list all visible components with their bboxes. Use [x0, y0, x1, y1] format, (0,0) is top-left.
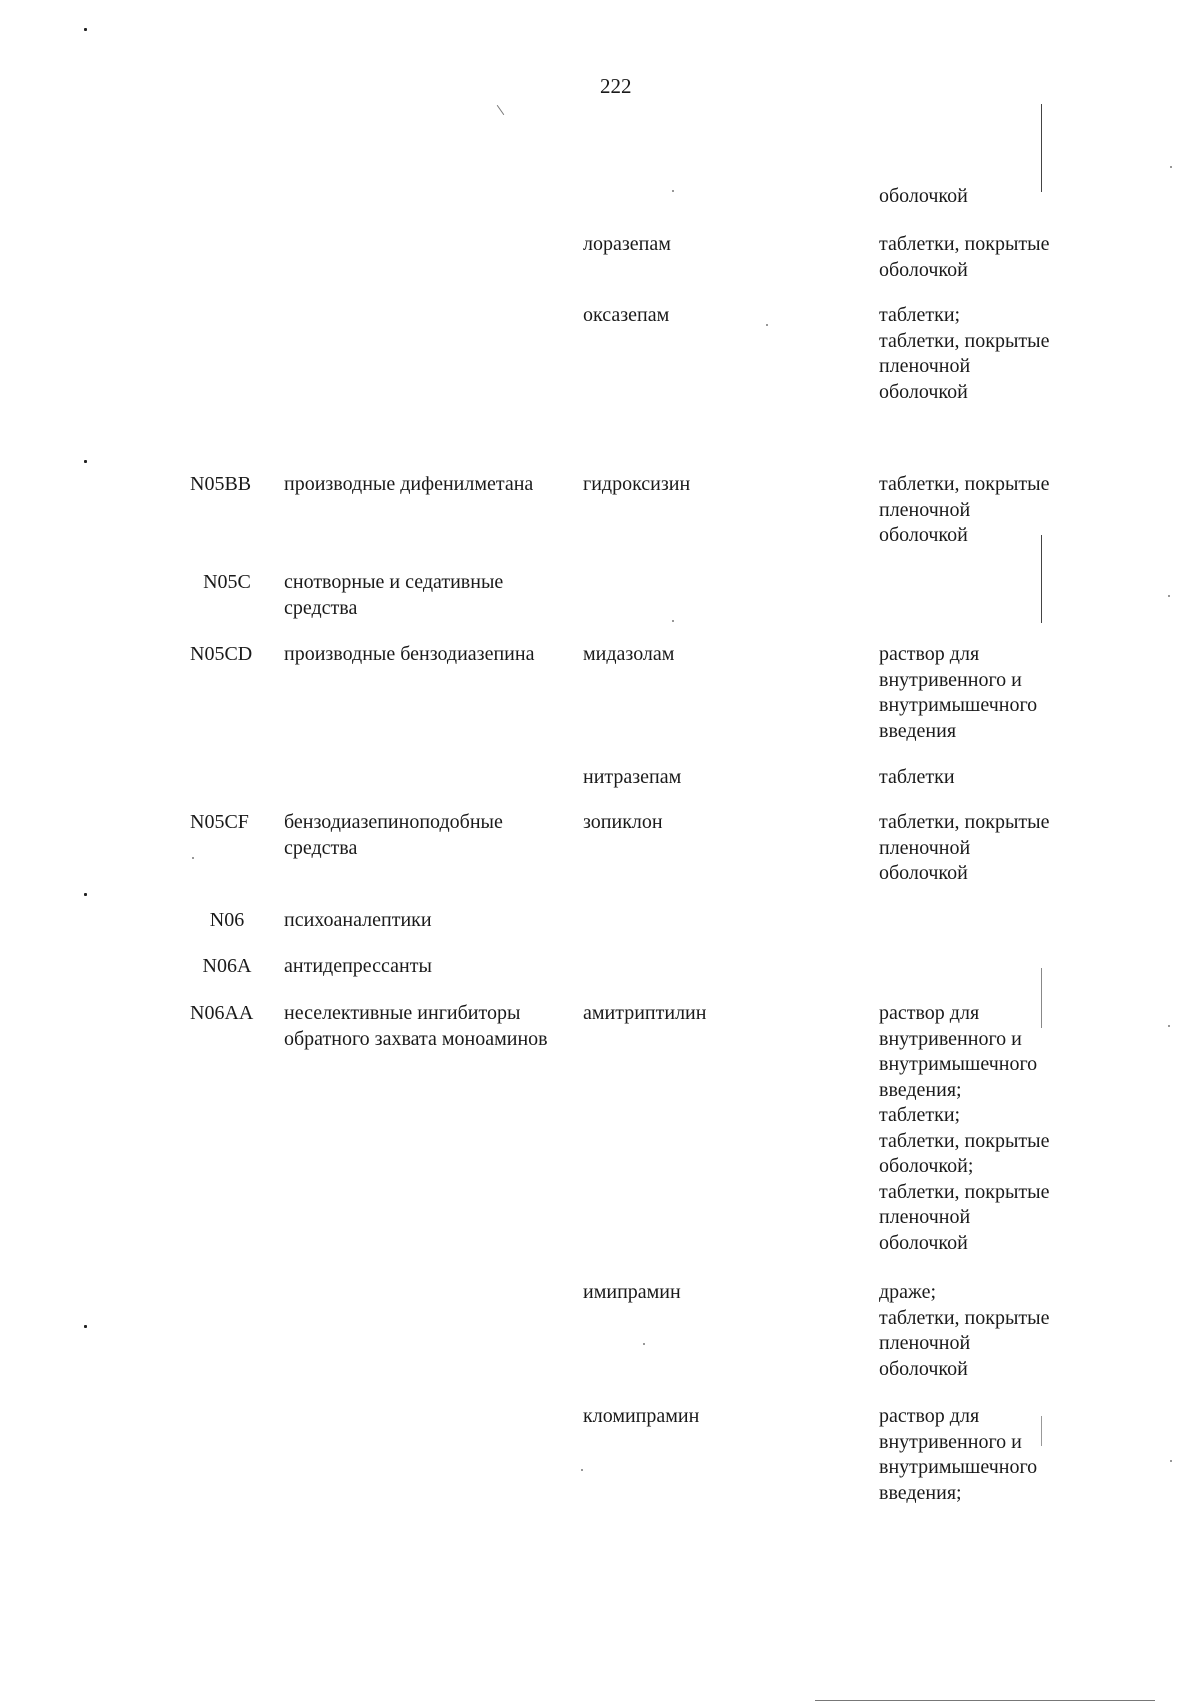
pharmacological-group: неселективные ингибиторы обратного захвата моноаминов: [284, 1002, 548, 1050]
dosage-form: таблетки, покрытые оболочкой: [879, 233, 1050, 281]
scan-speck: [672, 620, 674, 622]
dosage-form: оболочкой: [879, 185, 968, 207]
page-number: 222: [600, 74, 632, 98]
scan-rule-fragment: [1041, 1416, 1042, 1446]
margin-mark: [84, 460, 87, 463]
scan-speck: [1168, 595, 1170, 597]
drug-name: амитриптилин: [583, 1002, 707, 1024]
dosage-form: таблетки, покрытые пленочной оболочкой: [879, 811, 1050, 884]
atc-code: N05C: [203, 571, 251, 593]
pharmacological-group: снотворные и седативные средства: [284, 571, 504, 619]
dosage-form: таблетки, покрытые пленочной оболочкой: [879, 473, 1050, 546]
pharmacological-group: производные бензодиазепина: [284, 643, 535, 665]
dosage-form: раствор для внутривенного и внутримышечного введения: [879, 643, 1038, 742]
dosage-form: драже; таблетки, покрытые пленочной оболочкой: [879, 1281, 1050, 1380]
scan-speck: [192, 857, 194, 859]
scan-speck: [1170, 1460, 1172, 1462]
scan-speck: [497, 105, 505, 115]
atc-code: N05CD: [190, 643, 253, 665]
margin-mark: [84, 28, 87, 31]
pharmacological-group: производные дифенилметана: [284, 473, 534, 495]
margin-mark: [84, 1325, 87, 1328]
scan-speck: [581, 1469, 583, 1471]
scan-rule-fragment: [1041, 968, 1042, 1028]
dosage-form: таблетки: [879, 766, 955, 788]
scan-bottom-edge: [815, 1700, 1155, 1701]
drug-name: гидроксизин: [583, 473, 691, 495]
pharmacological-group: бензодиазепиноподобные средства: [284, 811, 503, 859]
scan-speck: [672, 190, 674, 192]
drug-name: лоразепам: [583, 233, 671, 255]
scan-speck: [1168, 1025, 1170, 1027]
atc-code: N06AA: [190, 1002, 254, 1024]
atc-code: N06A: [202, 955, 252, 977]
scan-speck: [766, 324, 768, 326]
dosage-form: таблетки; таблетки, покрытые пленочной оболочкой: [879, 304, 1050, 403]
drug-name: оксазепам: [583, 304, 670, 326]
scan-speck: [643, 1343, 645, 1345]
drug-name: имипрамин: [583, 1281, 681, 1303]
drug-name: кломипрамин: [583, 1405, 700, 1427]
drug-name: нитразепам: [583, 766, 682, 788]
scan-rule-fragment: [1041, 104, 1042, 192]
scan-rule-fragment: [1041, 535, 1042, 623]
dosage-form: раствор для внутривенного и внутримышечного введения;: [879, 1405, 1038, 1504]
pharmacological-group: психоаналептики: [284, 909, 432, 931]
scan-speck: [1170, 166, 1172, 168]
drug-name: мидазолам: [583, 643, 675, 665]
atc-code: N05BB: [190, 473, 252, 495]
atc-code: N05CF: [190, 811, 249, 833]
pharmacological-group: антидепрессанты: [284, 955, 432, 977]
atc-code: N06: [209, 909, 245, 931]
margin-mark: [84, 893, 87, 896]
drug-name: зопиклон: [583, 811, 663, 833]
dosage-form: раствор для внутривенного и внутримышечного введения; таблетки; таблетки, покрытые оболочкой; таблетки, покрытые пленочной оболочкой: [879, 1002, 1050, 1254]
